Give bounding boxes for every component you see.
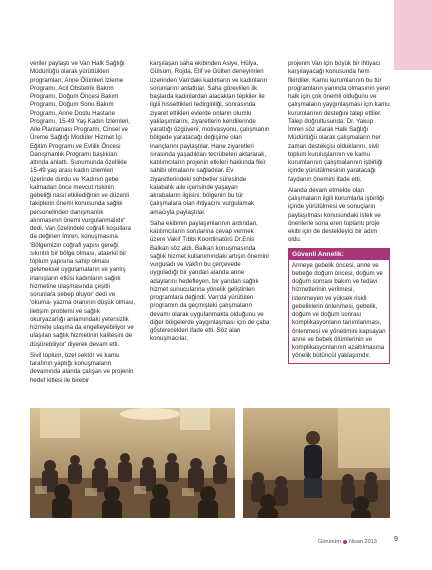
issue-date: Nisan 2013 <box>348 539 377 545</box>
speaker-photo <box>243 408 390 518</box>
text-column-3 <box>288 60 390 364</box>
text-column-2 <box>150 60 270 347</box>
paragraph: veriler paylaştı ve Van Halk Sağlığı Müdürlüğü olarak yürüttükleri programları; Anne Ölümleri İzleme Programı, Acil Obstetrik Bakım Programı, Doğum Öncesi Bakım Programı, Doğum Sonu Bakım Programı, Anne Dostu Hastane Programı, 15-49 Yaş Kadın İzlemleri, Aile Planlaması Programı, Cinsel ve Üreme Sağlığı Modüler Hizmet İçi Eğitim Programı ve Evlilik Öncesi Danışmanlık Programı başlıkları altında anlattı. Sunumunda özellikle 15-49 yaş arası kadın izlemleri üzerinde durdu ve 'Kadının gebe kalmadan önce mevcut riskinin gebeliği nasıl etkilediğinin ve düzenli takiplerin önemi konusunda sağlık personelinden danışmanlık alınmasının önemi vurgulanmalıdır' dedi. Van özelindeki coğrafi koşullara da değinen İmren, konuşmasına 'Bölgemizin coğrafi yapısı gereği sıkıntılı bir bölge olması, ataerkil bir toplum yapısına sahip olması geleneksel uygulamaların ve yanlış inanışların etkisi kadınların sağlık hizmetine ulaşmasında çeşitli sorunlara sebep oluyor' dedi ve 'okuma- yazma oranının düşük olması, iletişim problemi ve sağlık okuryazarlığı anlamındaki yetersizlik hizmete ulaşma da engelleyebiliyor ve ulaşılan sağlık hizmetinin kalitesini de düşürebiliyor' diyerek devam etti. <box>30 60 136 348</box>
corner-tab <box>394 0 432 70</box>
publication-name: Görünüm <box>318 539 341 545</box>
text-column-1 <box>30 60 136 388</box>
bullet-icon <box>343 540 347 544</box>
page-footer <box>318 539 377 545</box>
paragraph: Sivil toplum, özel sektör ve kamu tarafının yaptığı konuşmaların devamında alanda çalışan ve projenin hedef kitlesi ile birebir <box>30 351 134 384</box>
definition-box <box>288 248 390 364</box>
audience-photo <box>30 408 235 518</box>
audience-photo-graphic <box>30 408 235 518</box>
paragraph: karşılaşan saha ekibinden Asiye, Hülya, Gülsüm, Rojda, Elif ve Gülten deneyimleri üzerinden Van'daki kadınların ve kadınların sorunlarını anlattılar. Saha görevlileri ilk başlarda kadınlardan alacakları tepkiler ile ilgili hissettikleri tedirginliği, sonrasında ziyaret ettikleri evlerde onların olumlu yaklaşımlarını, ziyaretlerin kendilerinde yarattığı özgüveni, motivasyonu, çalışmanın bölgede yaratacağı değişime olan inançlarını paylaştılar. Hane ziyaretleri sırasında yaşadıkları tecrübeleri aktararak, katılımcıların projenin etkileri hakkında fikir sahibi olmalarını sağladılar. Ev ziyaretlerindeki sohbetler süresinde kalabalık aile içerisinde yaşayan akrabaların ilgisini, bölgenin bu tür çalışmalara olan ihtiyacını vurgulamak amacıyla paylaştılar. <box>150 60 270 216</box>
paragraph: Saha ekibinin paylaşımlarının ardından, katılımcıların sorularına cevap vermek üzere Vakıf Tıbbi Koordinatörü Dr.Enis Balkan söz aldı. Balkan konuşmasında sağlık hizmet kullanımındaki artışın önemini vurguladı ve Vakfın bu çerçevede uyguladığı bir yandan alanda anne adaylarını hedefleyen, bir yandan sağlık hizmet sunucularına yönelik geliştirilen programlara değindi. Van'da yürütülen programın da geçmişteki çalışmaların devamı olarak uygulanmakta olduğunu ve diğer bölgelerde yaygınlaşması için de çaba gösterecekleri ifade etti. Söz alan konuşmacılar, <box>150 219 270 343</box>
definition-box-body: Anneye gebelik öncesi, anne ve bebeğe doğum öncesi, doğum ve doğum sonrası bakım ve tedavi hizmetlerinin verilmesi, istenmeyen ve yüksek riskli gebeliklerin önlenmesi, gebelik, doğum ve doğum sonrası komplikasyonların tanımlanması, önlenmesi ve yönetimini kapsayan anne ve bebek ölümlerinin ve komplikasyonlarının azaltılmasına yönelik bütüncül yaklaşımdır. <box>292 261 386 360</box>
speaker-photo-graphic <box>243 408 390 518</box>
definition-box-title: Güvenli Annelik: <box>289 249 389 260</box>
paragraph: Alanda devam etmekte olan çalışmaların ilgili kurumlarla işbirliği içinde yürütülmesi ve sonuçların paylaşılması konusundaki istek ve önerilerle sona eren toplantı proje ekibi için de destekleyici bir adım oldu. <box>288 186 384 244</box>
page-number: 9 <box>394 536 398 543</box>
paragraph: projenin Van için büyük bir ihtiyacı karşılayacağı konusunda hem fikirdiler. Kamu kurumlarının bu tür programların yanında olmasının yerel halk için çok önemli olduğunu ve çalışmaların yaygınlaşması için kamu kurumlarının desteğini talep ettiler. Talep doğrultusunda; Dr. Yakup İmren söz alarak Halk Sağlığı Müdürlüğü olarak çalışmaların her zaman destekçisi olduklarını, sivil toplum kuruluşlarının ve kamu kurumlarının çalışmalarının işbirliği içinde yürütülmesinin yaratacağı faydanın önemini ifade etti. <box>288 60 390 183</box>
